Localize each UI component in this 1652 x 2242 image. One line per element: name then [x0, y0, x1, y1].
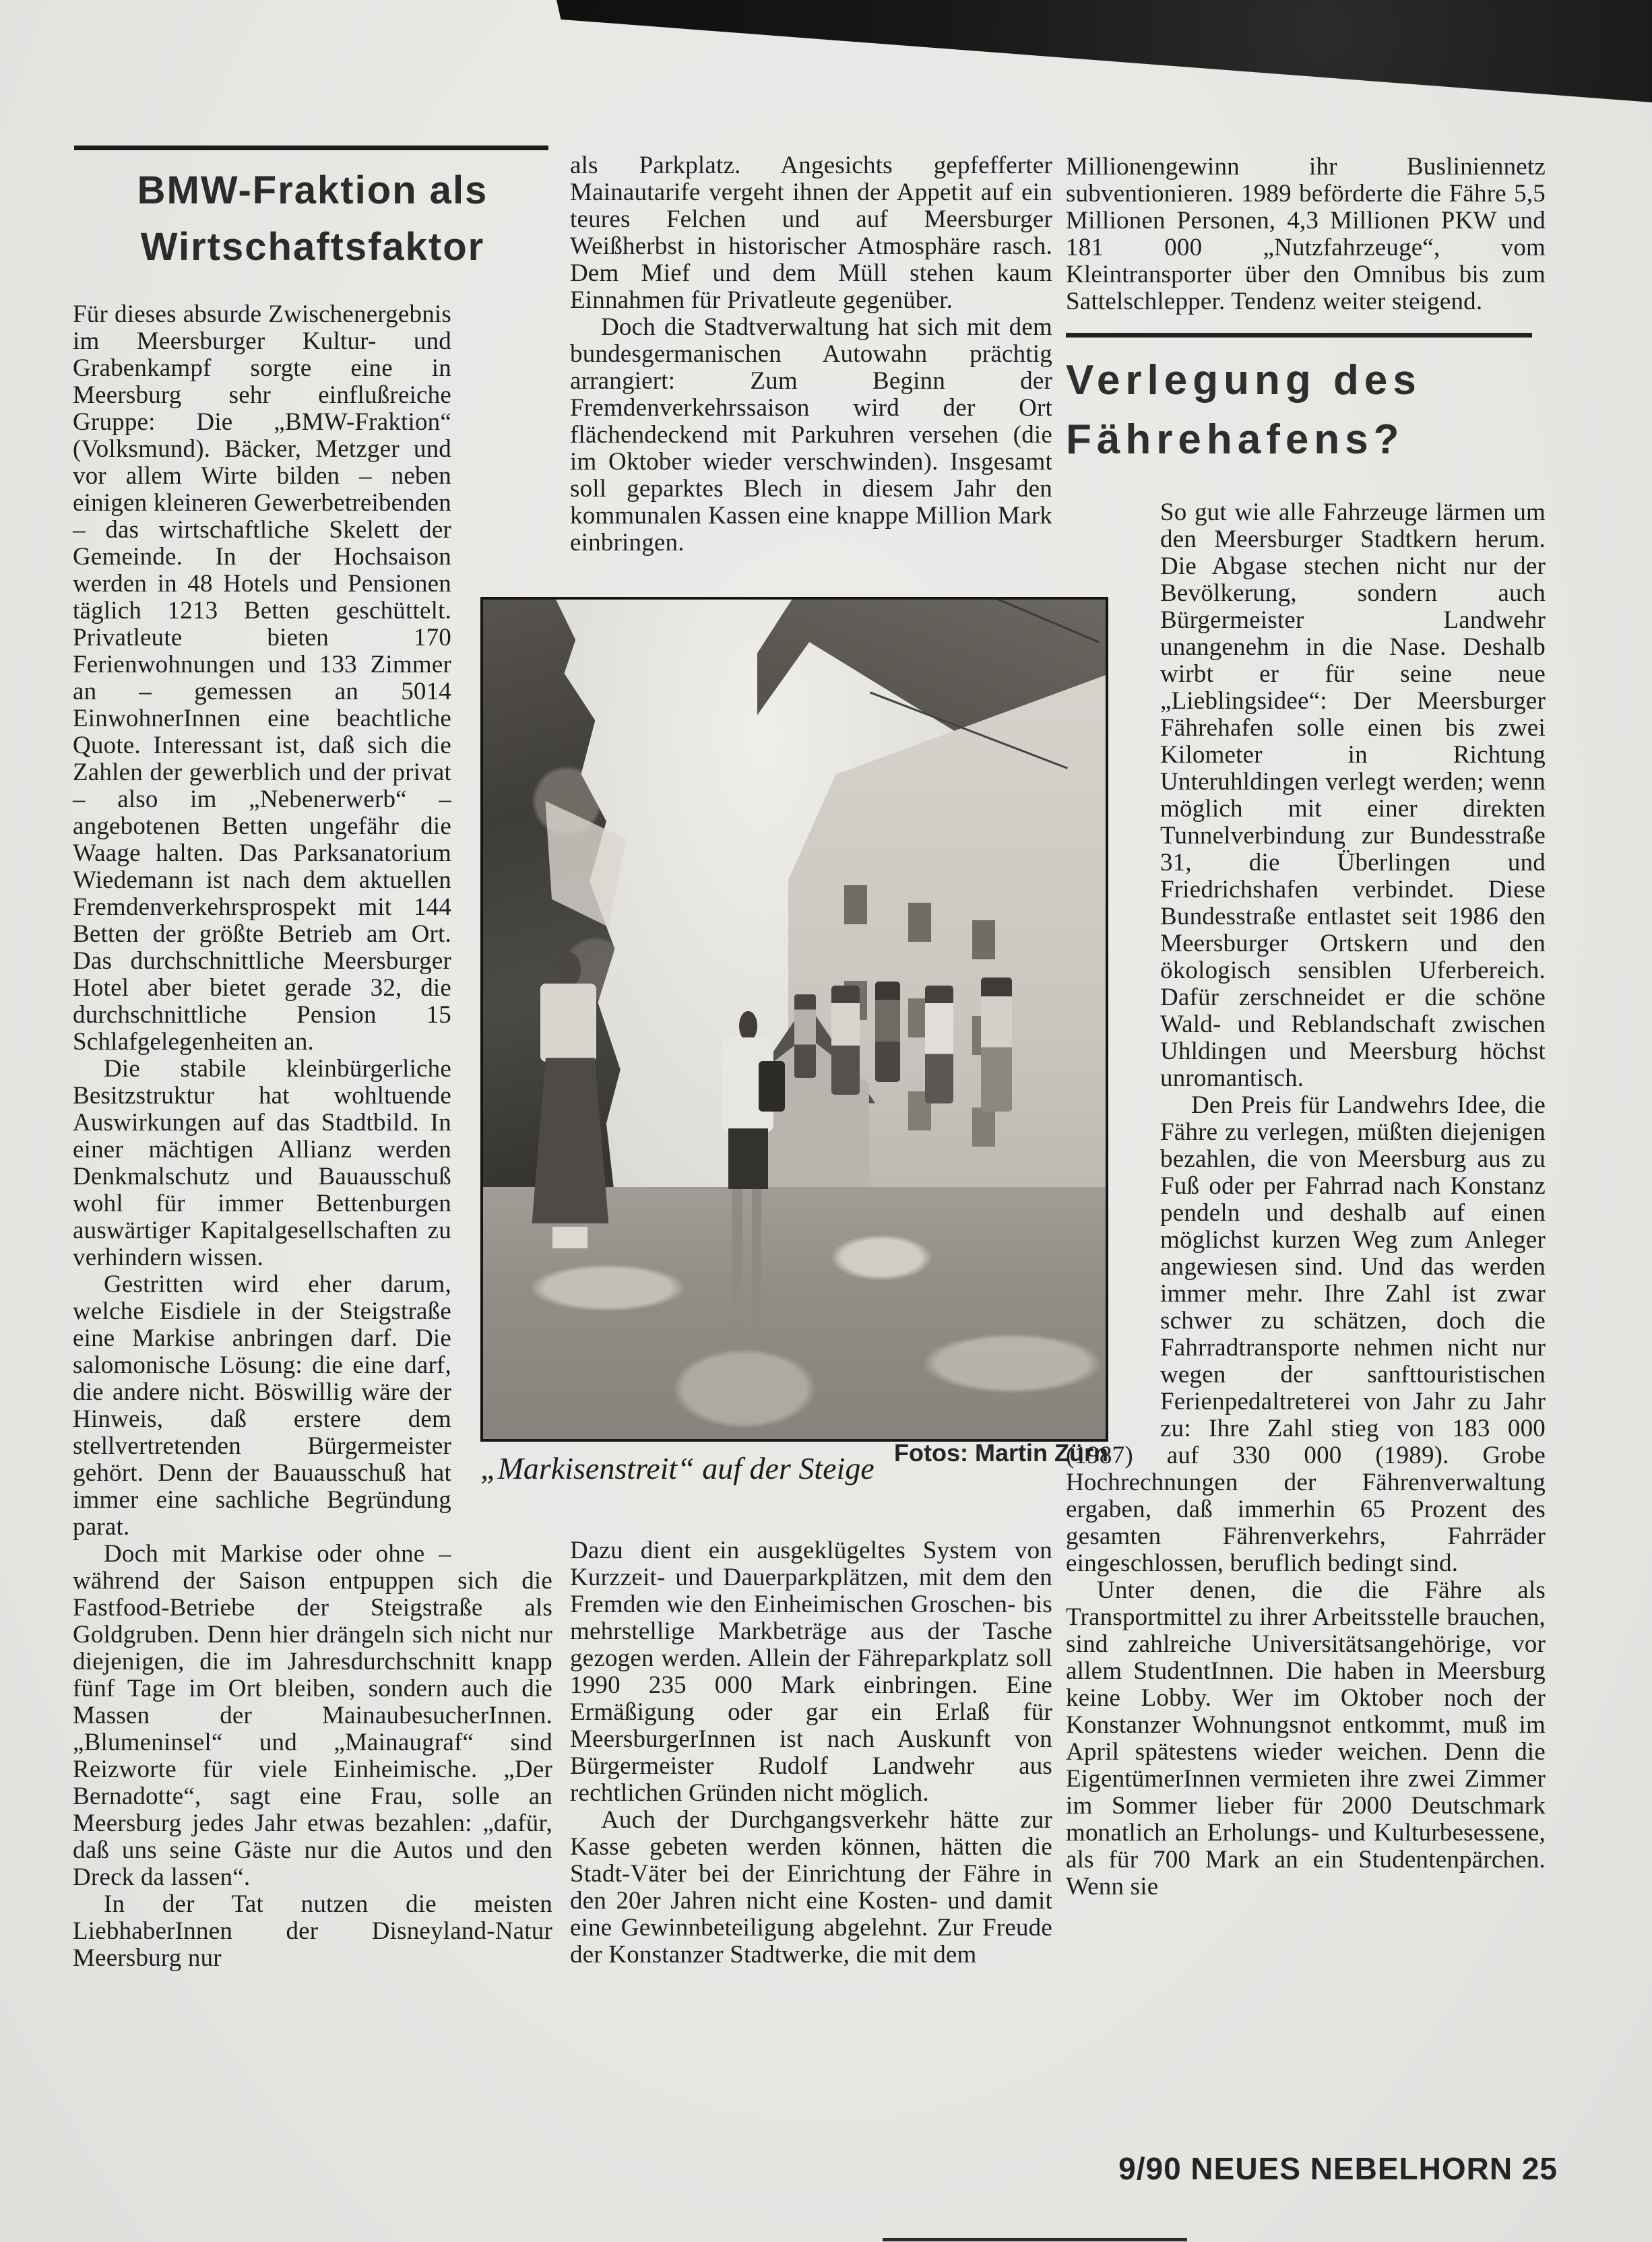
- figure-skirt: [532, 1058, 608, 1223]
- paragraph: Dazu dient ein ausgeklügeltes System von Kurzzeit- und Dauerparkplätzen, mit dem den Fremden wie den Einheimischen Groschen- bis mehrstellige Markbeträge aus der Tasche gezogen werden. Allein der Fähreparkplatz soll 1990 235 000 Mark einbringen. Eine Ermäßigung oder gar ein Erlaß für MeersburgerInnen ist nach Auskunft von Bürgermeister Rudolf Landwehr aus rechtlichen Gründen nicht möglich.: [570, 1537, 1052, 1807]
- paragraph: Unter denen, die die Fähre als Transportmittel zu ihrer Arbeitsstelle brauchen, sind zahlreiche Universitätsangehörige, vor allem StudentInnen. Die haben in Meersburg keine Lobby. Wer im Oktober noch der Konstanzer Wohnungsnot entkommt, muß im April spätestens wieder weichen. Denn die EigentümerInnen vermieten ihre zwei Zimmer im Sommer lieber für 2000 Deutschmark monatlich an Erholungs- und Kulturbesessene, als für 700 Mark an ein Studentenpärchen. Wenn sie: [1066, 1576, 1546, 1900]
- paragraph: Den Preis für Landwehrs Idee, die Fähre zu verlegen, müßten diejenigen bezahlen, die von Meersburg aus zu Fuß oder per Fahrrad nach Konstanz pendeln und deshalb auf einen möglichst kurzen Weg zum Anleger angewiesen sind. Und das werden immer mehr. Ihre Zahl ist zwar schwer zu schätzen, doch die Fahrradtransporte nehmen nicht nur wegen der sanfttouristischen Ferienpedaltreterei von Jahr zu Jahr zu: Ihre Zahl stieg von 183 000 (1987) auf 330 000 (1989). Grobe Hochrechnungen der Fährenverwaltung ergaben, daß immerhin 65 Prozent des gesamten Fährenverkehrs, Fahrräder eingeschlossen, beruflich bedingt sind.: [1066, 1091, 1546, 1577]
- headline-rule: [1066, 333, 1532, 338]
- photo-credit: Fotos: Martin Zürn: [894, 1439, 1108, 1467]
- figure-leg: [752, 1189, 761, 1333]
- page-footer: 9/90 NEUES NEBELHORN 25: [1118, 2151, 1558, 2186]
- figure-leg: [732, 1189, 742, 1326]
- paragraph: So gut wie alle Fahrzeuge lärmen um den Meersburger Stadtkern herum. Die Abgase stechen nicht nur der Bevölkerung, sondern auch Bürgermeister Landwehr unangenehm in die Nase. Deshalb wirbt er für seine neue „Lieblingsidee“: Der Meersburger Fährehafen solle einen bis zwei Kilometer in Richtung Unteruhldingen verlegt werden; wenn möglich mit einer direkten Tunnelverbindung zur Bundesstraße 31, die Überlingen und Friedrichshafen verbindet. Diese Bundesstraße entlastet seit 1986 den Meersburger Ortskern und den ökologisch sensiblen Uferbereich. Dafür zerschneidet er die schöne Wald- und Reblandschaft zwischen Uhldingen und Meersburg höchst unromantisch.: [1160, 499, 1546, 1092]
- figure-blouse: [540, 984, 596, 1061]
- article-right-headline: [1066, 351, 1546, 470]
- headline-line-2: Wirtschaftsfaktor: [140, 225, 485, 269]
- photo-pedestrian: [981, 978, 1012, 1112]
- photo-windows: [844, 885, 867, 924]
- paragraph: In der Tat nutzen die meisten LiebhaberInnen der Disneyland-Natur Meersburg nur: [73, 1890, 552, 1972]
- scan-artifact-line: [883, 2238, 1187, 2241]
- headline-rule: [74, 146, 548, 150]
- figure-bag: [759, 1061, 785, 1112]
- photo-pedestrian-woman: [527, 952, 614, 1304]
- paragraph: Gestritten wird eher darum, welche Eisdiele in der Steigstraße eine Markise anbringen darf. Die salomonische Lösung: die eine darf, die andere nicht. Böswillig wäre der Hinweis, daß erstere dem stellvertretenden Bürgermeister gehört. Denn der Bauausschuß hat immer eine sachliche Begründung parat.: [73, 1271, 451, 1541]
- photo-caption: „Markisenstreit“ auf der Steige: [480, 1451, 875, 1485]
- paragraph: Doch die Stadtverwaltung hat sich mit dem bundesgermanischen Autowahn prächtig arrangiert: Zum Beginn der Fremdenverkehrssaison wird der Ort flächendeckend mit Parkuhren versehen (die im Oktober wieder verschwinden). Insgesamt soll geparktes Blech in diesem Jahr den kommunalen Kassen eine knappe Million Mark einbringen.: [570, 313, 1052, 556]
- photo-wrap-spacer: [1066, 575, 1160, 1427]
- photo-pedestrian: [831, 986, 860, 1095]
- figure-shoes: [552, 1227, 587, 1248]
- photo-pedestrian: [875, 982, 900, 1083]
- photo-pedestrian: [794, 994, 816, 1079]
- right-column: [1066, 154, 1546, 1900]
- headline-line-1: BMW-Fraktion als: [137, 168, 488, 212]
- paragraph: Die stabile kleinbürgerliche Besitzstruktur hat wohltuende Auswirkungen auf das Stadtbild. In einer mächtigen Allianz werden Denkmalschutz und Bauausschuß wohl für immer Bettenburgen auswärtiger Kapitalgesellschaften zu verhindern wissen.: [73, 1055, 451, 1271]
- paragraph: Doch mit Markise oder ohne – während der Saison entpuppen sich die Fastfood-Betriebe der Steigstraße als Goldgruben. Denn hier drängeln sich nicht nur diejenigen, die im Jahresdurchschnitt knapp fünf Tage im Ort bleiben, sondern auch die Massen der MainaubesucherInnen. „Blumeninsel“ und „Mainaugraf“ sind Reizworte für viele Einheimische. „Der Bernadotte“, sagt eine Frau, solle an Meersburg jedes Jahr etwas bezahlen: „dafür, daß uns seine Gäste nur die Autos und den Dreck da lassen“.: [73, 1540, 552, 1891]
- article-left-headline: [73, 162, 552, 276]
- figure-shorts: [728, 1128, 768, 1189]
- photo-pedestrian-man: [713, 1011, 782, 1347]
- middle-column-top: [570, 152, 1052, 556]
- paragraph: Für dieses absurde Zwischenergebnis im Meersburger Kultur- und Grabenkampf sorgte eine in Meersburg sehr einflußreiche Gruppe: Die „BMW-Fraktion“ (Volksmund). Bäcker, Metzger und vor allem Wirte bilden – neben einigen kleineren Gewerbetreibenden – das wirtschaftliche Skelett der Gemeinde. In der Hochsaison werden in 48 Hotels und Pensionen täglich 1213 Betten geschüttelt. Privatleute bieten 170 Ferienwohnungen und 133 Zimmer an – gemessen an 5014 EinwohnerInnen eine beachtliche Quote. Interessant ist, daß sich die Zahlen der gewerblich und der privat – also im „Nebenerwerb“ – angebotenen Betten ungefähr die Waage halten. Das Parksanatorium Wiedemann ist nach dem aktuellen Fremdenverkehrsprospekt mit 144 Betten der größte Betrieb am Ort. Das durchschnittliche Meersburger Hotel aber bietet gerade 32, die durchschnittliche Pension 15 Schlafgelegenheiten an.: [73, 300, 451, 1056]
- headline-line-1: Verlegung des: [1066, 357, 1422, 404]
- scan-artifact-bar: [557, 0, 1652, 102]
- paragraph: Millionengewinn ihr Busliniennetz subventionieren. 1989 beförderte die Fähre 5,5 Millionen Personen, 4,3 Millionen PKW und 181 000 „Nutzfahrzeuge“, vom Kleintransporter über den Omnibus bis zum Sattelschlepper. Tendenz weiter steigend.: [1066, 153, 1546, 315]
- street-photo: [480, 597, 1108, 1442]
- middle-column-bottom: [570, 1537, 1052, 1968]
- paragraph: als Parkplatz. Angesichts gepfefferter Mainautarife vergeht ihnen der Appetit auf ein teures Felchen und auf Meersburger Weißherbst in historischer Atmosphäre rasch. Dem Mief und dem Müll stehen kaum Einnahmen für Privatleute gegenüber.: [570, 152, 1052, 314]
- paragraph: Auch der Durchgangsverkehr hätte zur Kasse gebeten werden können, hätten die Stadt-Väter bei der Einrichtung der Fähre in den 20er Jahren nicht eine Kosten- und damit eine Gewinnbeteiligung abgelehnt. Zur Freude der Konstanzer Stadtwerke, die mit dem: [570, 1806, 1052, 1968]
- photo-pedestrian: [925, 986, 953, 1103]
- headline-line-2: Fährehafens?: [1066, 416, 1405, 463]
- figure-head: [739, 1011, 757, 1042]
- article-right-body: [1066, 499, 1546, 1900]
- figure-head: [557, 952, 581, 987]
